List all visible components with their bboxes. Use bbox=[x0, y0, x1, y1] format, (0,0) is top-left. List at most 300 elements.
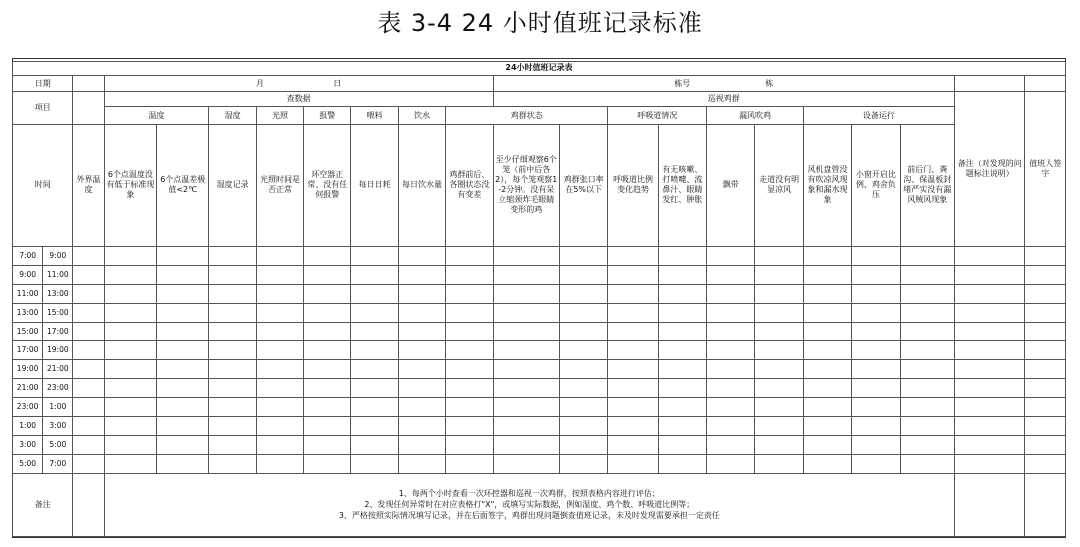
entry-cell[interactable] bbox=[304, 360, 351, 379]
entry-cell[interactable] bbox=[398, 303, 445, 322]
entry-cell[interactable] bbox=[900, 341, 954, 360]
entry-cell[interactable] bbox=[493, 360, 560, 379]
entry-cell[interactable] bbox=[209, 360, 256, 379]
entry-cell[interactable] bbox=[900, 379, 954, 398]
entry-cell[interactable] bbox=[398, 341, 445, 360]
entry-cell[interactable] bbox=[351, 379, 398, 398]
entry-cell[interactable] bbox=[157, 398, 209, 417]
entry-cell[interactable] bbox=[493, 322, 560, 341]
entry-cell[interactable] bbox=[351, 360, 398, 379]
slot-end-time: 11:00 bbox=[43, 265, 73, 284]
entry-cell[interactable] bbox=[658, 360, 706, 379]
slot-end-time: 9:00 bbox=[43, 246, 73, 265]
entry-cell[interactable] bbox=[852, 454, 900, 473]
entry-cell[interactable] bbox=[954, 454, 1025, 473]
entry-cell[interactable] bbox=[157, 341, 209, 360]
entry-cell[interactable] bbox=[104, 322, 156, 341]
slot-start-time: 11:00 bbox=[13, 284, 43, 303]
entry-cell[interactable] bbox=[104, 379, 156, 398]
page-title: 表 3-4 24 小时值班记录标准 bbox=[377, 9, 703, 37]
entry-cell[interactable] bbox=[803, 303, 851, 322]
entry-cell[interactable] bbox=[707, 265, 755, 284]
entry-cell[interactable] bbox=[256, 322, 303, 341]
sub-alarm: 报警 bbox=[304, 107, 351, 125]
entry-cell[interactable] bbox=[755, 454, 803, 473]
entry-cell[interactable] bbox=[608, 322, 658, 341]
entry-cell[interactable] bbox=[398, 398, 445, 417]
col-outside-temp: 外界温度 bbox=[73, 125, 104, 247]
entry-cell[interactable] bbox=[446, 417, 493, 436]
entry-cell[interactable] bbox=[351, 454, 398, 473]
entry-cell[interactable] bbox=[755, 284, 803, 303]
entry-cell[interactable] bbox=[658, 454, 706, 473]
entry-cell[interactable] bbox=[351, 417, 398, 436]
entry-cell[interactable] bbox=[954, 341, 1025, 360]
entry-cell[interactable] bbox=[560, 417, 608, 436]
footer-label: 备注 bbox=[13, 473, 73, 536]
entry-cell[interactable] bbox=[803, 246, 851, 265]
entry-cell[interactable] bbox=[658, 246, 706, 265]
item-label: 项目 bbox=[13, 92, 73, 125]
entry-cell[interactable] bbox=[209, 435, 256, 454]
time-slot-row bbox=[13, 303, 1066, 322]
entry-cell[interactable] bbox=[493, 435, 560, 454]
entry-cell[interactable] bbox=[900, 303, 954, 322]
day-label: 日 bbox=[333, 78, 342, 88]
sub-humidity: 湿度 bbox=[209, 107, 256, 125]
entry-cell[interactable] bbox=[157, 417, 209, 436]
entry-cell[interactable] bbox=[755, 398, 803, 417]
entry-cell[interactable] bbox=[351, 341, 398, 360]
entry-cell[interactable] bbox=[1025, 322, 1066, 341]
entry-cell[interactable] bbox=[803, 265, 851, 284]
entry-cell[interactable] bbox=[608, 454, 658, 473]
entry-cell[interactable] bbox=[803, 360, 851, 379]
entry-cell[interactable] bbox=[73, 379, 104, 398]
date-remarks-blank bbox=[954, 75, 1025, 92]
entry-cell[interactable] bbox=[157, 322, 209, 341]
entry-cell[interactable] bbox=[446, 322, 493, 341]
entry-cell[interactable] bbox=[157, 303, 209, 322]
entry-cell[interactable] bbox=[304, 246, 351, 265]
entry-cell[interactable] bbox=[209, 454, 256, 473]
entry-cell[interactable] bbox=[104, 454, 156, 473]
signature-header: 值班人签字 bbox=[1025, 92, 1066, 246]
footer-note-1: 1、每两个小时查看一次环控器和巡视一次鸡群，按照表格内容进行评估； bbox=[398, 489, 660, 499]
entry-cell[interactable] bbox=[900, 417, 954, 436]
entry-cell[interactable] bbox=[755, 265, 803, 284]
entry-cell[interactable] bbox=[803, 341, 851, 360]
entry-cell[interactable] bbox=[560, 284, 608, 303]
entry-cell[interactable] bbox=[900, 435, 954, 454]
entry-cell[interactable] bbox=[73, 360, 104, 379]
entry-cell[interactable] bbox=[608, 435, 658, 454]
entry-cell[interactable] bbox=[658, 379, 706, 398]
entry-cell[interactable] bbox=[256, 341, 303, 360]
entry-cell[interactable] bbox=[157, 246, 209, 265]
entry-cell[interactable] bbox=[446, 265, 493, 284]
entry-cell[interactable] bbox=[256, 398, 303, 417]
entry-cell[interactable] bbox=[351, 246, 398, 265]
entry-cell[interactable] bbox=[304, 379, 351, 398]
slot-end-time: 15:00 bbox=[43, 303, 73, 322]
entry-cell[interactable] bbox=[446, 303, 493, 322]
entry-cell[interactable] bbox=[351, 284, 398, 303]
entry-cell[interactable] bbox=[351, 303, 398, 322]
entry-cell[interactable] bbox=[157, 284, 209, 303]
entry-cell[interactable] bbox=[658, 265, 706, 284]
month-day-cell bbox=[104, 75, 493, 92]
entry-cell[interactable] bbox=[446, 398, 493, 417]
entry-cell[interactable] bbox=[803, 454, 851, 473]
entry-cell[interactable] bbox=[1025, 303, 1066, 322]
col-light: 光照时间是否正常 bbox=[256, 125, 303, 247]
entry-cell[interactable] bbox=[954, 417, 1025, 436]
footer-blank-cell bbox=[73, 473, 104, 536]
entry-cell[interactable] bbox=[707, 341, 755, 360]
entry-cell[interactable] bbox=[755, 379, 803, 398]
entry-cell[interactable] bbox=[256, 435, 303, 454]
building-label: 栋号 bbox=[674, 78, 691, 88]
entry-cell[interactable] bbox=[398, 454, 445, 473]
entry-cell[interactable] bbox=[446, 246, 493, 265]
slot-start-time: 15:00 bbox=[13, 322, 43, 341]
entry-cell[interactable] bbox=[755, 360, 803, 379]
entry-cell[interactable] bbox=[256, 360, 303, 379]
entry-cell[interactable] bbox=[351, 398, 398, 417]
entry-cell[interactable] bbox=[803, 379, 851, 398]
col-equip-door: 前后门、粪沟、保温板封堵严实没有漏风贼风现象 bbox=[900, 125, 954, 247]
entry-cell[interactable] bbox=[900, 284, 954, 303]
time-slot-row bbox=[13, 265, 1066, 284]
entry-cell[interactable] bbox=[104, 341, 156, 360]
entry-cell[interactable] bbox=[954, 398, 1025, 417]
col-humidity: 湿度记录 bbox=[209, 125, 256, 247]
entry-cell[interactable] bbox=[209, 284, 256, 303]
entry-cell[interactable] bbox=[852, 398, 900, 417]
time-slot-row bbox=[13, 435, 1066, 454]
entry-cell[interactable] bbox=[852, 360, 900, 379]
entry-cell[interactable] bbox=[954, 265, 1025, 284]
entry-cell[interactable] bbox=[398, 379, 445, 398]
time-slot-row bbox=[13, 341, 1066, 360]
entry-cell[interactable] bbox=[1025, 398, 1066, 417]
entry-cell[interactable] bbox=[256, 454, 303, 473]
entry-cell[interactable] bbox=[658, 322, 706, 341]
remarks-header: 备注（对发现的问题标注说明） bbox=[954, 92, 1025, 246]
entry-cell[interactable] bbox=[852, 322, 900, 341]
entry-cell[interactable] bbox=[398, 435, 445, 454]
entry-cell[interactable] bbox=[803, 284, 851, 303]
entry-cell[interactable] bbox=[608, 341, 658, 360]
entry-cell[interactable] bbox=[608, 284, 658, 303]
time-slot-row bbox=[13, 246, 1066, 265]
entry-cell[interactable] bbox=[256, 265, 303, 284]
entry-cell[interactable] bbox=[608, 417, 658, 436]
entry-cell[interactable] bbox=[73, 284, 104, 303]
entry-cell[interactable] bbox=[256, 284, 303, 303]
entry-cell[interactable] bbox=[73, 322, 104, 341]
entry-cell[interactable] bbox=[398, 246, 445, 265]
entry-cell[interactable] bbox=[954, 246, 1025, 265]
entry-cell[interactable] bbox=[493, 284, 560, 303]
entry-cell[interactable] bbox=[707, 379, 755, 398]
entry-cell[interactable] bbox=[104, 265, 156, 284]
entry-cell[interactable] bbox=[446, 360, 493, 379]
entry-cell[interactable] bbox=[707, 454, 755, 473]
sub-feed: 喂料 bbox=[351, 107, 398, 125]
entry-cell[interactable] bbox=[954, 379, 1025, 398]
entry-cell[interactable] bbox=[398, 417, 445, 436]
entry-cell[interactable] bbox=[852, 265, 900, 284]
entry-cell[interactable] bbox=[1025, 341, 1066, 360]
entry-cell[interactable] bbox=[755, 435, 803, 454]
entry-cell[interactable] bbox=[209, 246, 256, 265]
entry-cell[interactable] bbox=[493, 246, 560, 265]
entry-cell[interactable] bbox=[608, 398, 658, 417]
entry-cell[interactable] bbox=[157, 265, 209, 284]
entry-cell[interactable] bbox=[256, 303, 303, 322]
entry-cell[interactable] bbox=[157, 379, 209, 398]
entry-cell[interactable] bbox=[852, 435, 900, 454]
entry-cell[interactable] bbox=[1025, 246, 1066, 265]
entry-cell[interactable] bbox=[351, 322, 398, 341]
entry-cell[interactable] bbox=[852, 284, 900, 303]
entry-cell[interactable] bbox=[755, 322, 803, 341]
entry-cell[interactable] bbox=[1025, 435, 1066, 454]
entry-cell[interactable] bbox=[209, 303, 256, 322]
entry-cell[interactable] bbox=[658, 417, 706, 436]
entry-cell[interactable] bbox=[707, 417, 755, 436]
entry-cell[interactable] bbox=[398, 284, 445, 303]
entry-cell[interactable] bbox=[900, 246, 954, 265]
entry-cell[interactable] bbox=[560, 303, 608, 322]
entry-cell[interactable] bbox=[104, 246, 156, 265]
entry-cell[interactable] bbox=[304, 454, 351, 473]
entry-cell[interactable] bbox=[104, 303, 156, 322]
slot-start-time: 19:00 bbox=[13, 360, 43, 379]
entry-cell[interactable] bbox=[73, 417, 104, 436]
entry-cell[interactable] bbox=[1025, 417, 1066, 436]
entry-cell[interactable] bbox=[1025, 265, 1066, 284]
entry-cell[interactable] bbox=[707, 284, 755, 303]
entry-cell[interactable] bbox=[803, 435, 851, 454]
entry-cell[interactable] bbox=[560, 246, 608, 265]
entry-cell[interactable] bbox=[493, 379, 560, 398]
entry-cell[interactable] bbox=[304, 398, 351, 417]
entry-cell[interactable] bbox=[560, 360, 608, 379]
entry-cell[interactable] bbox=[157, 360, 209, 379]
time-slot-row bbox=[13, 454, 1066, 473]
entry-cell[interactable] bbox=[304, 284, 351, 303]
entry-cell[interactable] bbox=[560, 322, 608, 341]
entry-cell[interactable] bbox=[73, 303, 104, 322]
entry-cell[interactable] bbox=[446, 284, 493, 303]
entry-cell[interactable] bbox=[755, 341, 803, 360]
entry-cell[interactable] bbox=[852, 417, 900, 436]
entry-cell[interactable] bbox=[1025, 360, 1066, 379]
entry-cell[interactable] bbox=[900, 360, 954, 379]
entry-cell[interactable] bbox=[304, 435, 351, 454]
entry-cell[interactable] bbox=[493, 398, 560, 417]
entry-cell[interactable] bbox=[446, 435, 493, 454]
entry-cell[interactable] bbox=[398, 265, 445, 284]
entry-cell[interactable] bbox=[493, 417, 560, 436]
entry-cell[interactable] bbox=[73, 246, 104, 265]
entry-cell[interactable] bbox=[608, 379, 658, 398]
col-temp-6pts: 6个点温度没有低于标准现象 bbox=[104, 125, 156, 247]
entry-cell[interactable] bbox=[104, 435, 156, 454]
entry-cell[interactable] bbox=[256, 417, 303, 436]
entry-cell[interactable] bbox=[493, 303, 560, 322]
entry-cell[interactable] bbox=[852, 246, 900, 265]
entry-cell[interactable] bbox=[157, 435, 209, 454]
entry-cell[interactable] bbox=[104, 360, 156, 379]
entry-cell[interactable] bbox=[73, 398, 104, 417]
entry-cell[interactable] bbox=[560, 379, 608, 398]
entry-cell[interactable] bbox=[398, 360, 445, 379]
entry-cell[interactable] bbox=[900, 454, 954, 473]
col-flock-observe: 至少仔细观察6个笼（前中后各2），每个笼观察1-2分钟。没有呆立缩颈炸毛眼睛变形的鸡 bbox=[493, 125, 560, 247]
entry-cell[interactable] bbox=[803, 322, 851, 341]
entry-cell[interactable] bbox=[954, 322, 1025, 341]
slot-end-time: 21:00 bbox=[43, 360, 73, 379]
entry-cell[interactable] bbox=[304, 322, 351, 341]
entry-cell[interactable] bbox=[209, 322, 256, 341]
entry-cell[interactable] bbox=[755, 417, 803, 436]
col-alarm: 环空器正常、没有任何报警 bbox=[304, 125, 351, 247]
slot-start-time: 17:00 bbox=[13, 341, 43, 360]
entry-cell[interactable] bbox=[351, 265, 398, 284]
date-blank-cell bbox=[73, 75, 104, 92]
sub-light: 光照 bbox=[256, 107, 303, 125]
entry-cell[interactable] bbox=[493, 454, 560, 473]
entry-cell[interactable] bbox=[73, 265, 104, 284]
entry-cell[interactable] bbox=[803, 417, 851, 436]
entry-cell[interactable] bbox=[304, 417, 351, 436]
entry-cell[interactable] bbox=[707, 303, 755, 322]
entry-cell[interactable] bbox=[446, 341, 493, 360]
entry-cell[interactable] bbox=[256, 379, 303, 398]
entry-cell[interactable] bbox=[73, 435, 104, 454]
month-label: 月 bbox=[256, 78, 265, 88]
entry-cell[interactable] bbox=[900, 398, 954, 417]
entry-cell[interactable] bbox=[104, 417, 156, 436]
entry-cell[interactable] bbox=[803, 398, 851, 417]
entry-cell[interactable] bbox=[560, 435, 608, 454]
entry-cell[interactable] bbox=[73, 454, 104, 473]
slot-end-time: 13:00 bbox=[43, 284, 73, 303]
slot-end-time: 3:00 bbox=[43, 417, 73, 436]
entry-cell[interactable] bbox=[209, 398, 256, 417]
entry-cell[interactable] bbox=[256, 246, 303, 265]
group-patrol: 巡视鸡群 bbox=[493, 92, 954, 107]
entry-cell[interactable] bbox=[209, 265, 256, 284]
sub-breathing: 呼吸道情况 bbox=[608, 107, 707, 125]
entry-cell[interactable] bbox=[446, 379, 493, 398]
entry-cell[interactable] bbox=[493, 341, 560, 360]
entry-cell[interactable] bbox=[658, 398, 706, 417]
building-unit: 栋 bbox=[765, 78, 774, 88]
entry-cell[interactable] bbox=[608, 265, 658, 284]
entry-cell[interactable] bbox=[157, 454, 209, 473]
entry-cell[interactable] bbox=[351, 435, 398, 454]
entry-cell[interactable] bbox=[954, 303, 1025, 322]
time-slot-row bbox=[13, 284, 1066, 303]
slot-start-time: 5:00 bbox=[13, 454, 43, 473]
col-flock-front-back: 鸡群前后、各圈状态没有变差 bbox=[446, 125, 493, 247]
entry-cell[interactable] bbox=[658, 303, 706, 322]
entry-cell[interactable] bbox=[446, 454, 493, 473]
entry-cell[interactable] bbox=[707, 435, 755, 454]
entry-cell[interactable] bbox=[954, 435, 1025, 454]
entry-cell[interactable] bbox=[900, 322, 954, 341]
entry-cell[interactable] bbox=[209, 341, 256, 360]
slot-end-time: 23:00 bbox=[43, 379, 73, 398]
entry-cell[interactable] bbox=[658, 341, 706, 360]
footer-note-2: 2、发现任何异常时在对应表格打"X"，或填写实际数据，例如湿度、鸡个数、呼吸道比例等； bbox=[364, 500, 695, 510]
entry-cell[interactable] bbox=[560, 341, 608, 360]
sub-water: 饮水 bbox=[398, 107, 445, 125]
slot-start-time: 21:00 bbox=[13, 379, 43, 398]
entry-cell[interactable] bbox=[493, 265, 560, 284]
entry-cell[interactable] bbox=[608, 303, 658, 322]
building-cell bbox=[493, 75, 954, 92]
entry-cell[interactable] bbox=[707, 398, 755, 417]
entry-cell[interactable] bbox=[1025, 284, 1066, 303]
entry-cell[interactable] bbox=[608, 360, 658, 379]
entry-cell[interactable] bbox=[707, 246, 755, 265]
entry-cell[interactable] bbox=[658, 284, 706, 303]
entry-cell[interactable] bbox=[608, 246, 658, 265]
time-slot-row bbox=[13, 322, 1066, 341]
entry-cell[interactable] bbox=[304, 341, 351, 360]
time-slot-row bbox=[13, 360, 1066, 379]
entry-cell[interactable] bbox=[104, 398, 156, 417]
entry-cell[interactable] bbox=[755, 303, 803, 322]
entry-cell[interactable] bbox=[900, 265, 954, 284]
slot-start-time: 13:00 bbox=[13, 303, 43, 322]
entry-cell[interactable] bbox=[304, 265, 351, 284]
entry-cell[interactable] bbox=[560, 265, 608, 284]
entry-cell[interactable] bbox=[560, 454, 608, 473]
entry-cell[interactable] bbox=[852, 303, 900, 322]
entry-cell[interactable] bbox=[707, 322, 755, 341]
col-feed: 每日日耗 bbox=[351, 125, 398, 247]
entry-cell[interactable] bbox=[954, 284, 1025, 303]
entry-cell[interactable] bbox=[954, 360, 1025, 379]
entry-cell[interactable] bbox=[304, 303, 351, 322]
entry-cell[interactable] bbox=[560, 398, 608, 417]
entry-cell[interactable] bbox=[209, 417, 256, 436]
entry-cell[interactable] bbox=[209, 379, 256, 398]
entry-cell[interactable] bbox=[658, 435, 706, 454]
date-label: 日期 bbox=[13, 75, 73, 92]
entry-cell[interactable] bbox=[707, 360, 755, 379]
sub-flock-state: 鸡群状态 bbox=[446, 107, 608, 125]
entry-cell[interactable] bbox=[73, 341, 104, 360]
entry-cell[interactable] bbox=[755, 246, 803, 265]
entry-cell[interactable] bbox=[1025, 379, 1066, 398]
slot-end-time: 1:00 bbox=[43, 398, 73, 417]
entry-cell[interactable] bbox=[852, 341, 900, 360]
entry-cell[interactable] bbox=[104, 284, 156, 303]
entry-cell[interactable] bbox=[852, 379, 900, 398]
footer-signature-blank bbox=[1025, 473, 1066, 536]
entry-cell[interactable] bbox=[398, 322, 445, 341]
col-flock-open-mouth: 鸡群张口率在5%以下 bbox=[560, 125, 608, 247]
entry-cell[interactable] bbox=[1025, 454, 1066, 473]
